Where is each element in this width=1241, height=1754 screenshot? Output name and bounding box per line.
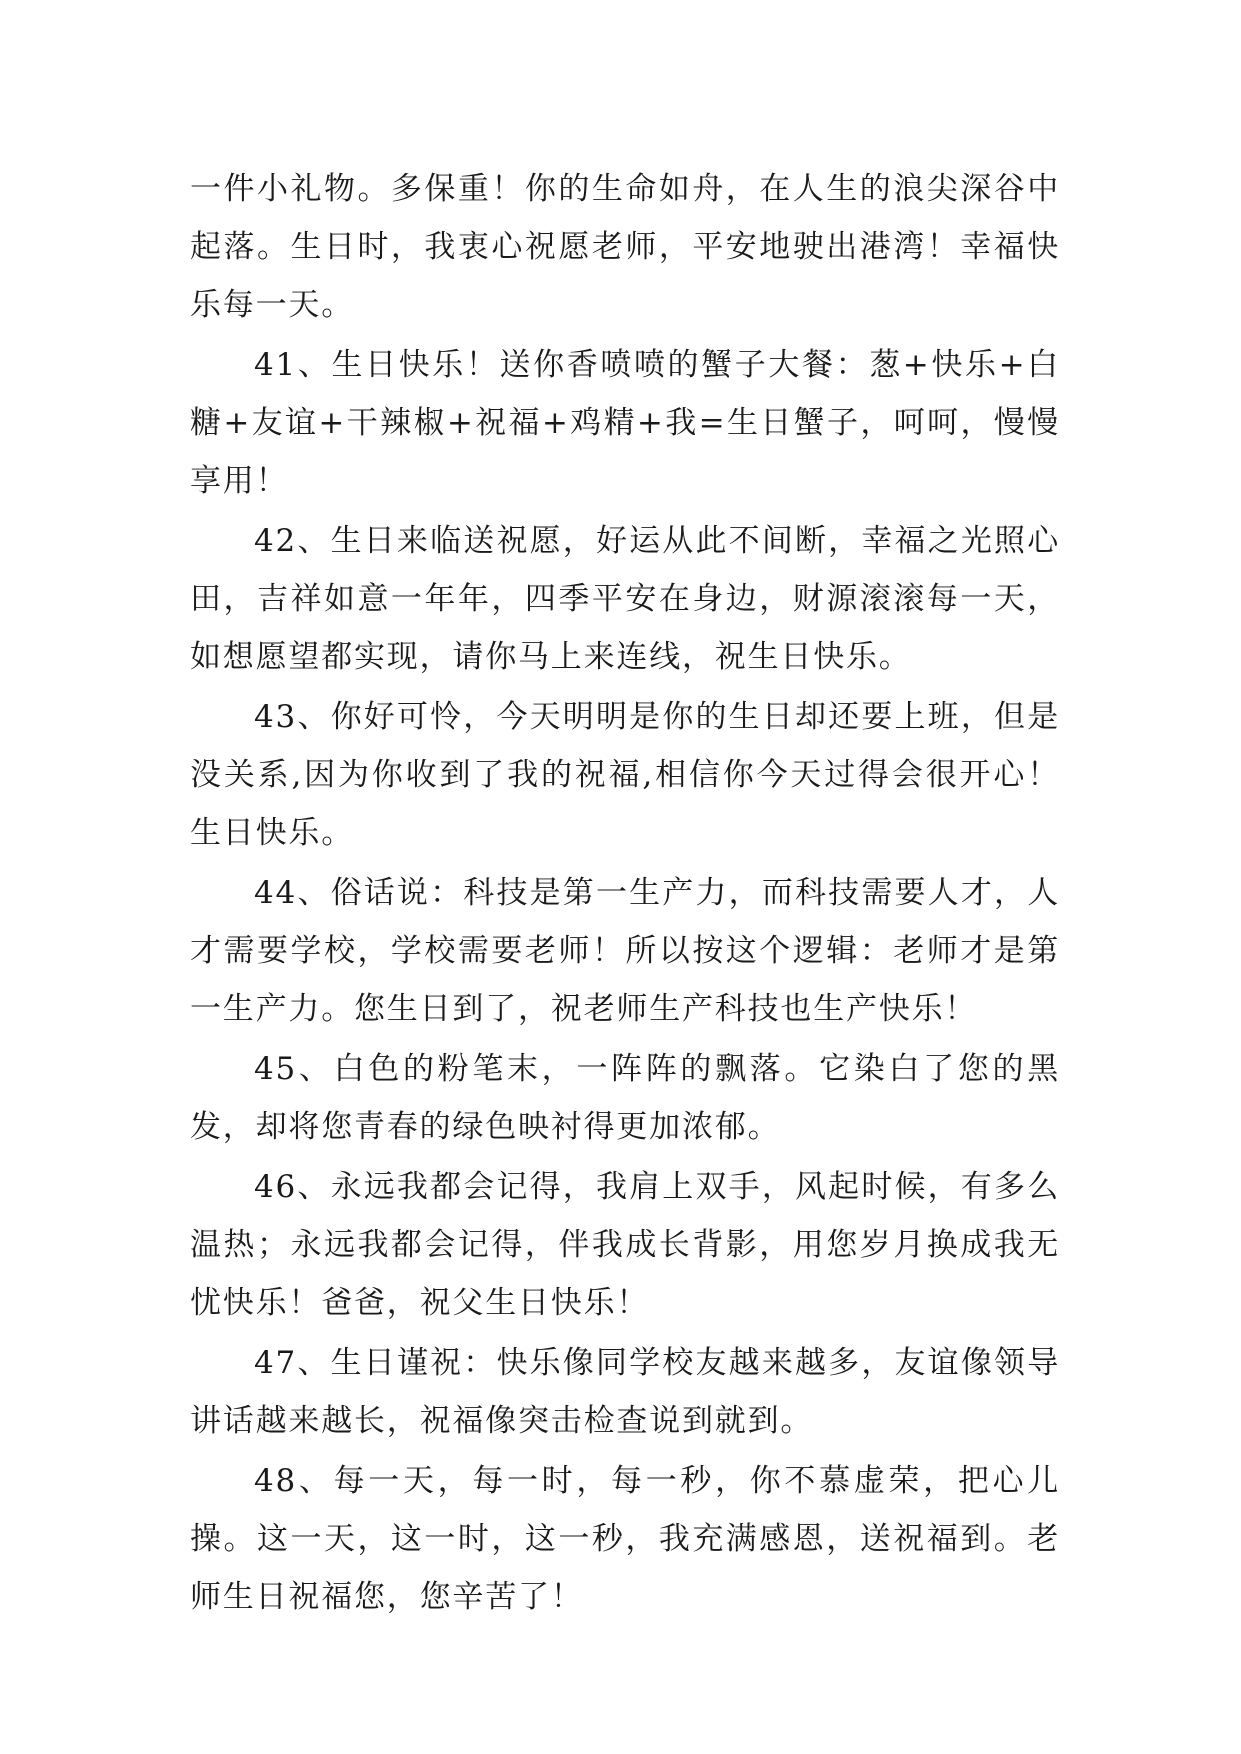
document-body <box>190 160 1060 1628</box>
paragraph-44: 44、俗话说：科技是第一生产力，而科技需要人才，人才需要学校，学校需要老师！所以按这个逻辑：老师才是第一生产力。您生日到了，祝老师生产科技也生产快乐！ <box>190 875 1060 1027</box>
paragraph-43: 43、你好可怜，今天明明是你的生日却还要上班，但是没关系,因为你收到了我的祝福,相信你今天过得会很开心！生日快乐。 <box>190 699 1060 851</box>
paragraph-continuation: 一件小礼物。多保重！你的生命如舟，在人生的浪尖深谷中起落。生日时，我衷心祝愿老师，平安地驶出港湾！幸福快乐每一天。 <box>190 171 1060 323</box>
paragraph-46: 46、永远我都会记得，我肩上双手，风起时候，有多么温热；永远我都会记得，伴我成长背影，用您岁月换成我无忧快乐！爸爸，祝父生日快乐！ <box>190 1169 1060 1321</box>
paragraph-45: 45、白色的粉笔末，一阵阵的飘落。它染白了您的黑发，却将您青春的绿色映衬得更加浓郁。 <box>190 1051 1060 1145</box>
paragraph-41: 41、生日快乐！送你香喷喷的蟹子大餐：葱+快乐+白糖+友谊+干辣椒+祝福+鸡精+我=生日蟹子，呵呵，慢慢享用！ <box>190 347 1060 499</box>
paragraph-48: 48、每一天，每一时，每一秒，你不慕虚荣，把心儿操。这一天，这一时，这一秒，我充满感恩，送祝福到。老师生日祝福您，您辛苦了！ <box>190 1463 1060 1615</box>
paragraph-47: 47、生日谨祝：快乐像同学校友越来越多，友谊像领导讲话越来越长，祝福像突击检查说到就到。 <box>190 1345 1060 1439</box>
paragraph-42: 42、生日来临送祝愿，好运从此不间断，幸福之光照心田，吉祥如意一年年，四季平安在身边，财源滚滚每一天，如想愿望都实现，请你马上来连线，祝生日快乐。 <box>190 523 1060 675</box>
